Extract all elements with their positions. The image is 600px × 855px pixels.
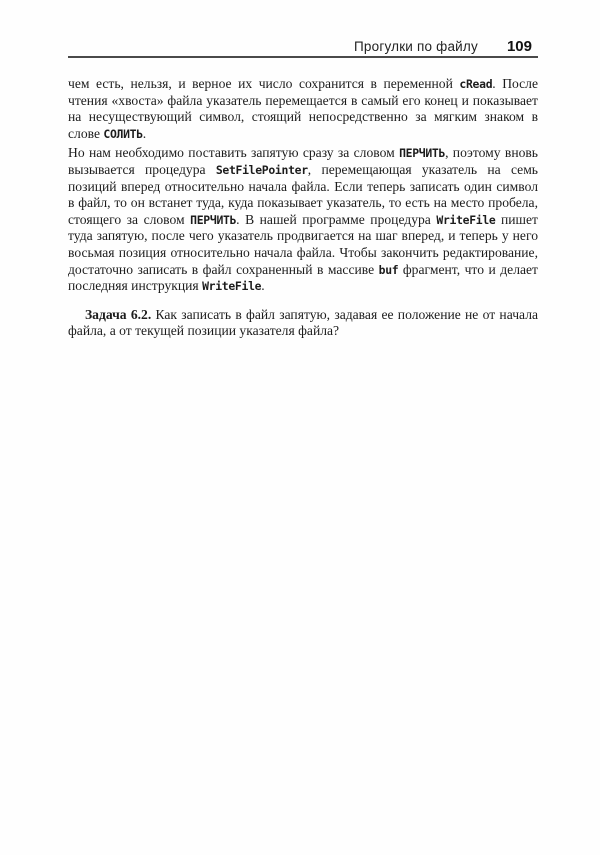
- text-run: , перемещающая указатель на семь позиций вперед относительно начала файла. Если теперь записать один символ в файл, то он встанет туда, куда показывает указатель, то есть на место пробела, стоящего за словом: [68, 161, 538, 227]
- code-token: ПЕРЧИТЬ: [190, 212, 237, 227]
- body-paragraph: [68, 76, 538, 142]
- text-run: фрагмент, что и делает последняя инструкция: [68, 261, 538, 294]
- code-token: buf: [378, 262, 399, 277]
- code-token: cRead: [459, 77, 493, 91]
- code-token: WriteFile: [202, 279, 262, 294]
- text-run: .: [142, 125, 147, 141]
- text-run: Как записать в файл запятую, задавая ее положение не от начала файла, а от текущей позиции указателя файла?: [68, 306, 539, 339]
- text-run: . В нашей программе процедура: [236, 211, 437, 227]
- page-body: [68, 76, 538, 343]
- running-header: [68, 38, 538, 55]
- code-token: SetFilePointer: [215, 162, 308, 177]
- code-token: СОЛИТЬ: [103, 126, 143, 141]
- header-rule: [68, 56, 538, 58]
- text-run: пишет туда запятую, после чего указатель продвигается на шаг вперед, и теперь у него восьмая позиция относительно начала файла. Чтобы закончить редактирование, достаточно записать в файл сохраненный в массиве: [68, 211, 538, 277]
- task-paragraph: [68, 307, 538, 340]
- text-run: , поэтому вновь вызывается процедура: [68, 145, 539, 177]
- text-run: Но нам необходимо поставить запятую сразу за словом: [68, 145, 400, 161]
- page-number: 109: [506, 38, 532, 55]
- text-run: .: [261, 278, 265, 294]
- body-paragraph: [68, 145, 538, 294]
- header-title: Прогулки по файлу: [354, 39, 478, 54]
- task-label: Задача 6.2.: [85, 306, 152, 322]
- text-run: чем есть, нельзя, и верное их число сохранится в переменной: [68, 76, 460, 91]
- code-token: ПЕРЧИТЬ: [399, 146, 446, 161]
- text-run: . После чтения «хвоста» файла указатель перемещается в самый его конец и показывает на несуществующий символ, стоящий непосредственно за мягким знаком в слове: [68, 76, 538, 141]
- code-token: WriteFile: [436, 212, 496, 227]
